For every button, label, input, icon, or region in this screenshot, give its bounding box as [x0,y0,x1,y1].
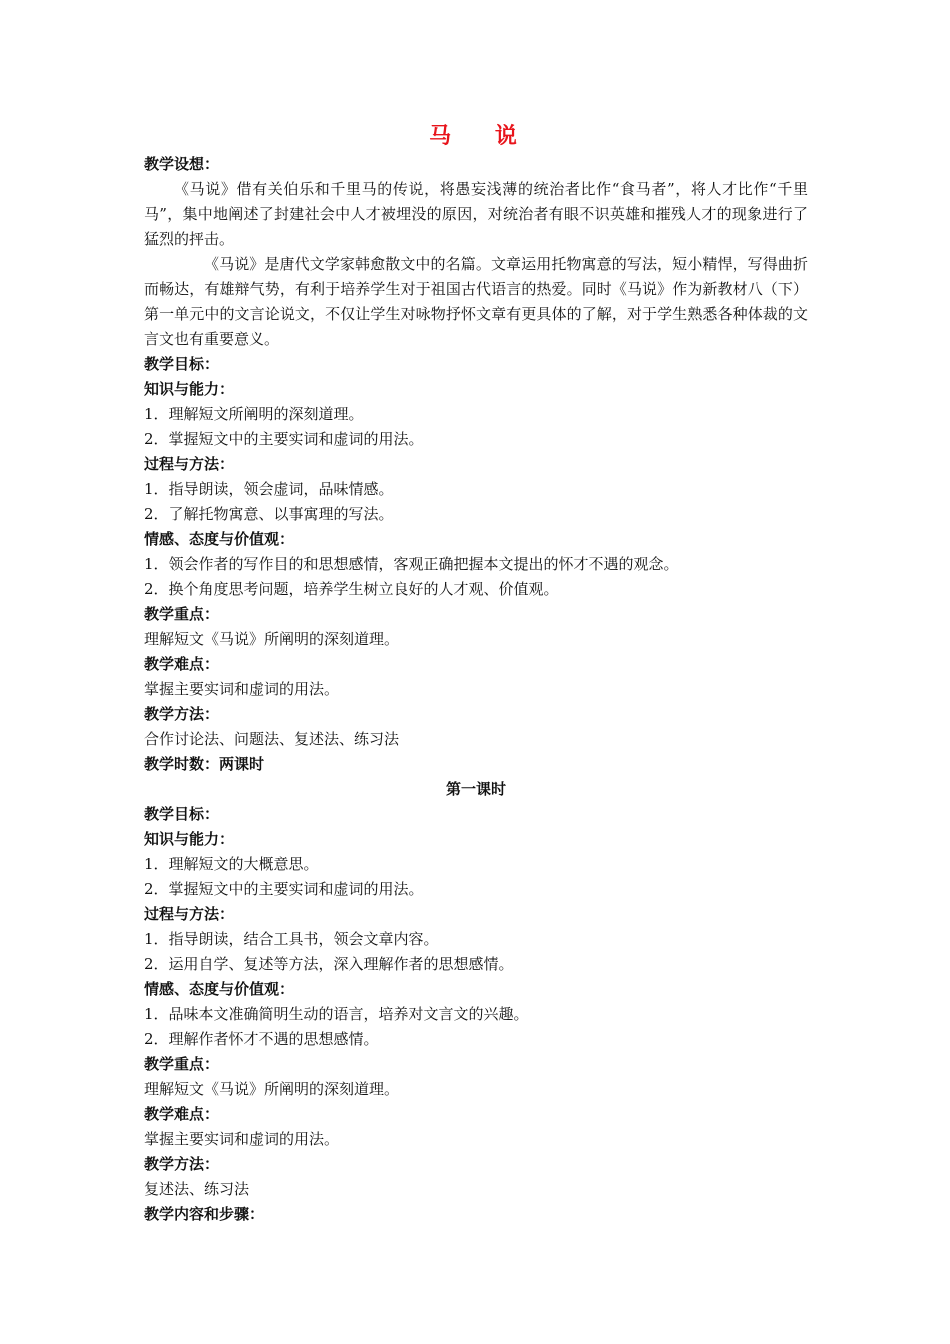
lesson1-process-heading: 过程与方法： [144,905,235,923]
design-heading: 教学设想： [144,155,220,173]
emotion-heading: 情感、态度与价值观： [144,530,295,548]
list-item: 2．换个角度思考问题，培养学生树立良好的人才观、价值观。 [144,580,559,598]
design-paragraph-1: 《马说》借有关伯乐和千里马的传说，将愚妄浅薄的统治者比作“食马者”，将人才比作“千里马”，集中地阐述了封建社会中人才被埋没的原因，对统治者有眼不识英雄和摧残人才的现象进行了猛烈的抨击。 [144,180,808,248]
list-item: 1．理解短文所阐明的深刻道理。 [144,405,364,423]
hours-heading: 教学时数：两课时 [144,755,265,773]
lesson1-steps-heading: 教学内容和步骤： [144,1205,265,1223]
method-text: 合作讨论法、问题法、复述法、练习法 [144,730,400,748]
lesson1-method-text: 复述法、练习法 [144,1180,250,1198]
list-item: 2．掌握短文中的主要实词和虚词的用法。 [144,880,424,898]
list-item: 2．理解作者怀才不遇的思想感情。 [144,1030,379,1048]
lesson1-key-text: 理解短文《马说》所阐明的深刻道理。 [144,1080,400,1098]
list-item: 1．品味本文准确简明生动的语言，培养对文言文的兴趣。 [144,1005,529,1023]
document-body [144,122,808,1227]
list-item: 1．领会作者的写作目的和思想感情，客观正确把握本文提出的怀才不遇的观念。 [144,555,679,573]
lesson1-key-heading: 教学重点： [144,1055,220,1073]
difficulty-text: 掌握主要实词和虚词的用法。 [144,680,340,698]
knowledge-heading: 知识与能力： [144,380,235,398]
key-text: 理解短文《马说》所阐明的深刻道理。 [144,630,400,648]
list-item: 2．了解托物寓意、以事寓理的写法。 [144,505,394,523]
lesson1-title: 第一课时 [445,780,506,798]
lesson1-difficulty-text: 掌握主要实词和虚词的用法。 [144,1130,340,1148]
document-title: 马 说 [429,124,535,149]
lesson1-emotion-heading: 情感、态度与价值观： [144,980,295,998]
list-item: 2．运用自学、复述等方法，深入理解作者的思想感情。 [144,955,514,973]
design-paragraph-2: 《马说》是唐代文学家韩愈散文中的名篇。文章运用托物寓意的写法，短小精悍，写得曲折而畅达，有雄辩气势，有利于培养学生对于祖国古代语言的热爱。同时《马说》作为新教材八（下）第一单元中的文言论说文，不仅让学生对咏物抒怀文章有更具体的了解，对于学生熟悉各种体裁的文言文也有重要意义。 [144,255,808,348]
goals-heading: 教学目标： [144,355,220,373]
lesson1-knowledge-heading: 知识与能力： [144,830,235,848]
list-item: 1．指导朗读，结合工具书，领会文章内容。 [144,930,439,948]
difficulty-heading: 教学难点： [144,655,220,673]
lesson1-method-heading: 教学方法： [144,1155,220,1173]
process-heading: 过程与方法： [144,455,235,473]
lesson1-goals-heading: 教学目标： [144,805,220,823]
lesson1-difficulty-heading: 教学难点： [144,1105,220,1123]
list-item: 1．指导朗读，领会虚词，品味情感。 [144,480,394,498]
key-heading: 教学重点： [144,605,220,623]
list-item: 2．掌握短文中的主要实词和虚词的用法。 [144,430,424,448]
method-heading: 教学方法： [144,705,220,723]
list-item: 1．理解短文的大概意思。 [144,855,319,873]
